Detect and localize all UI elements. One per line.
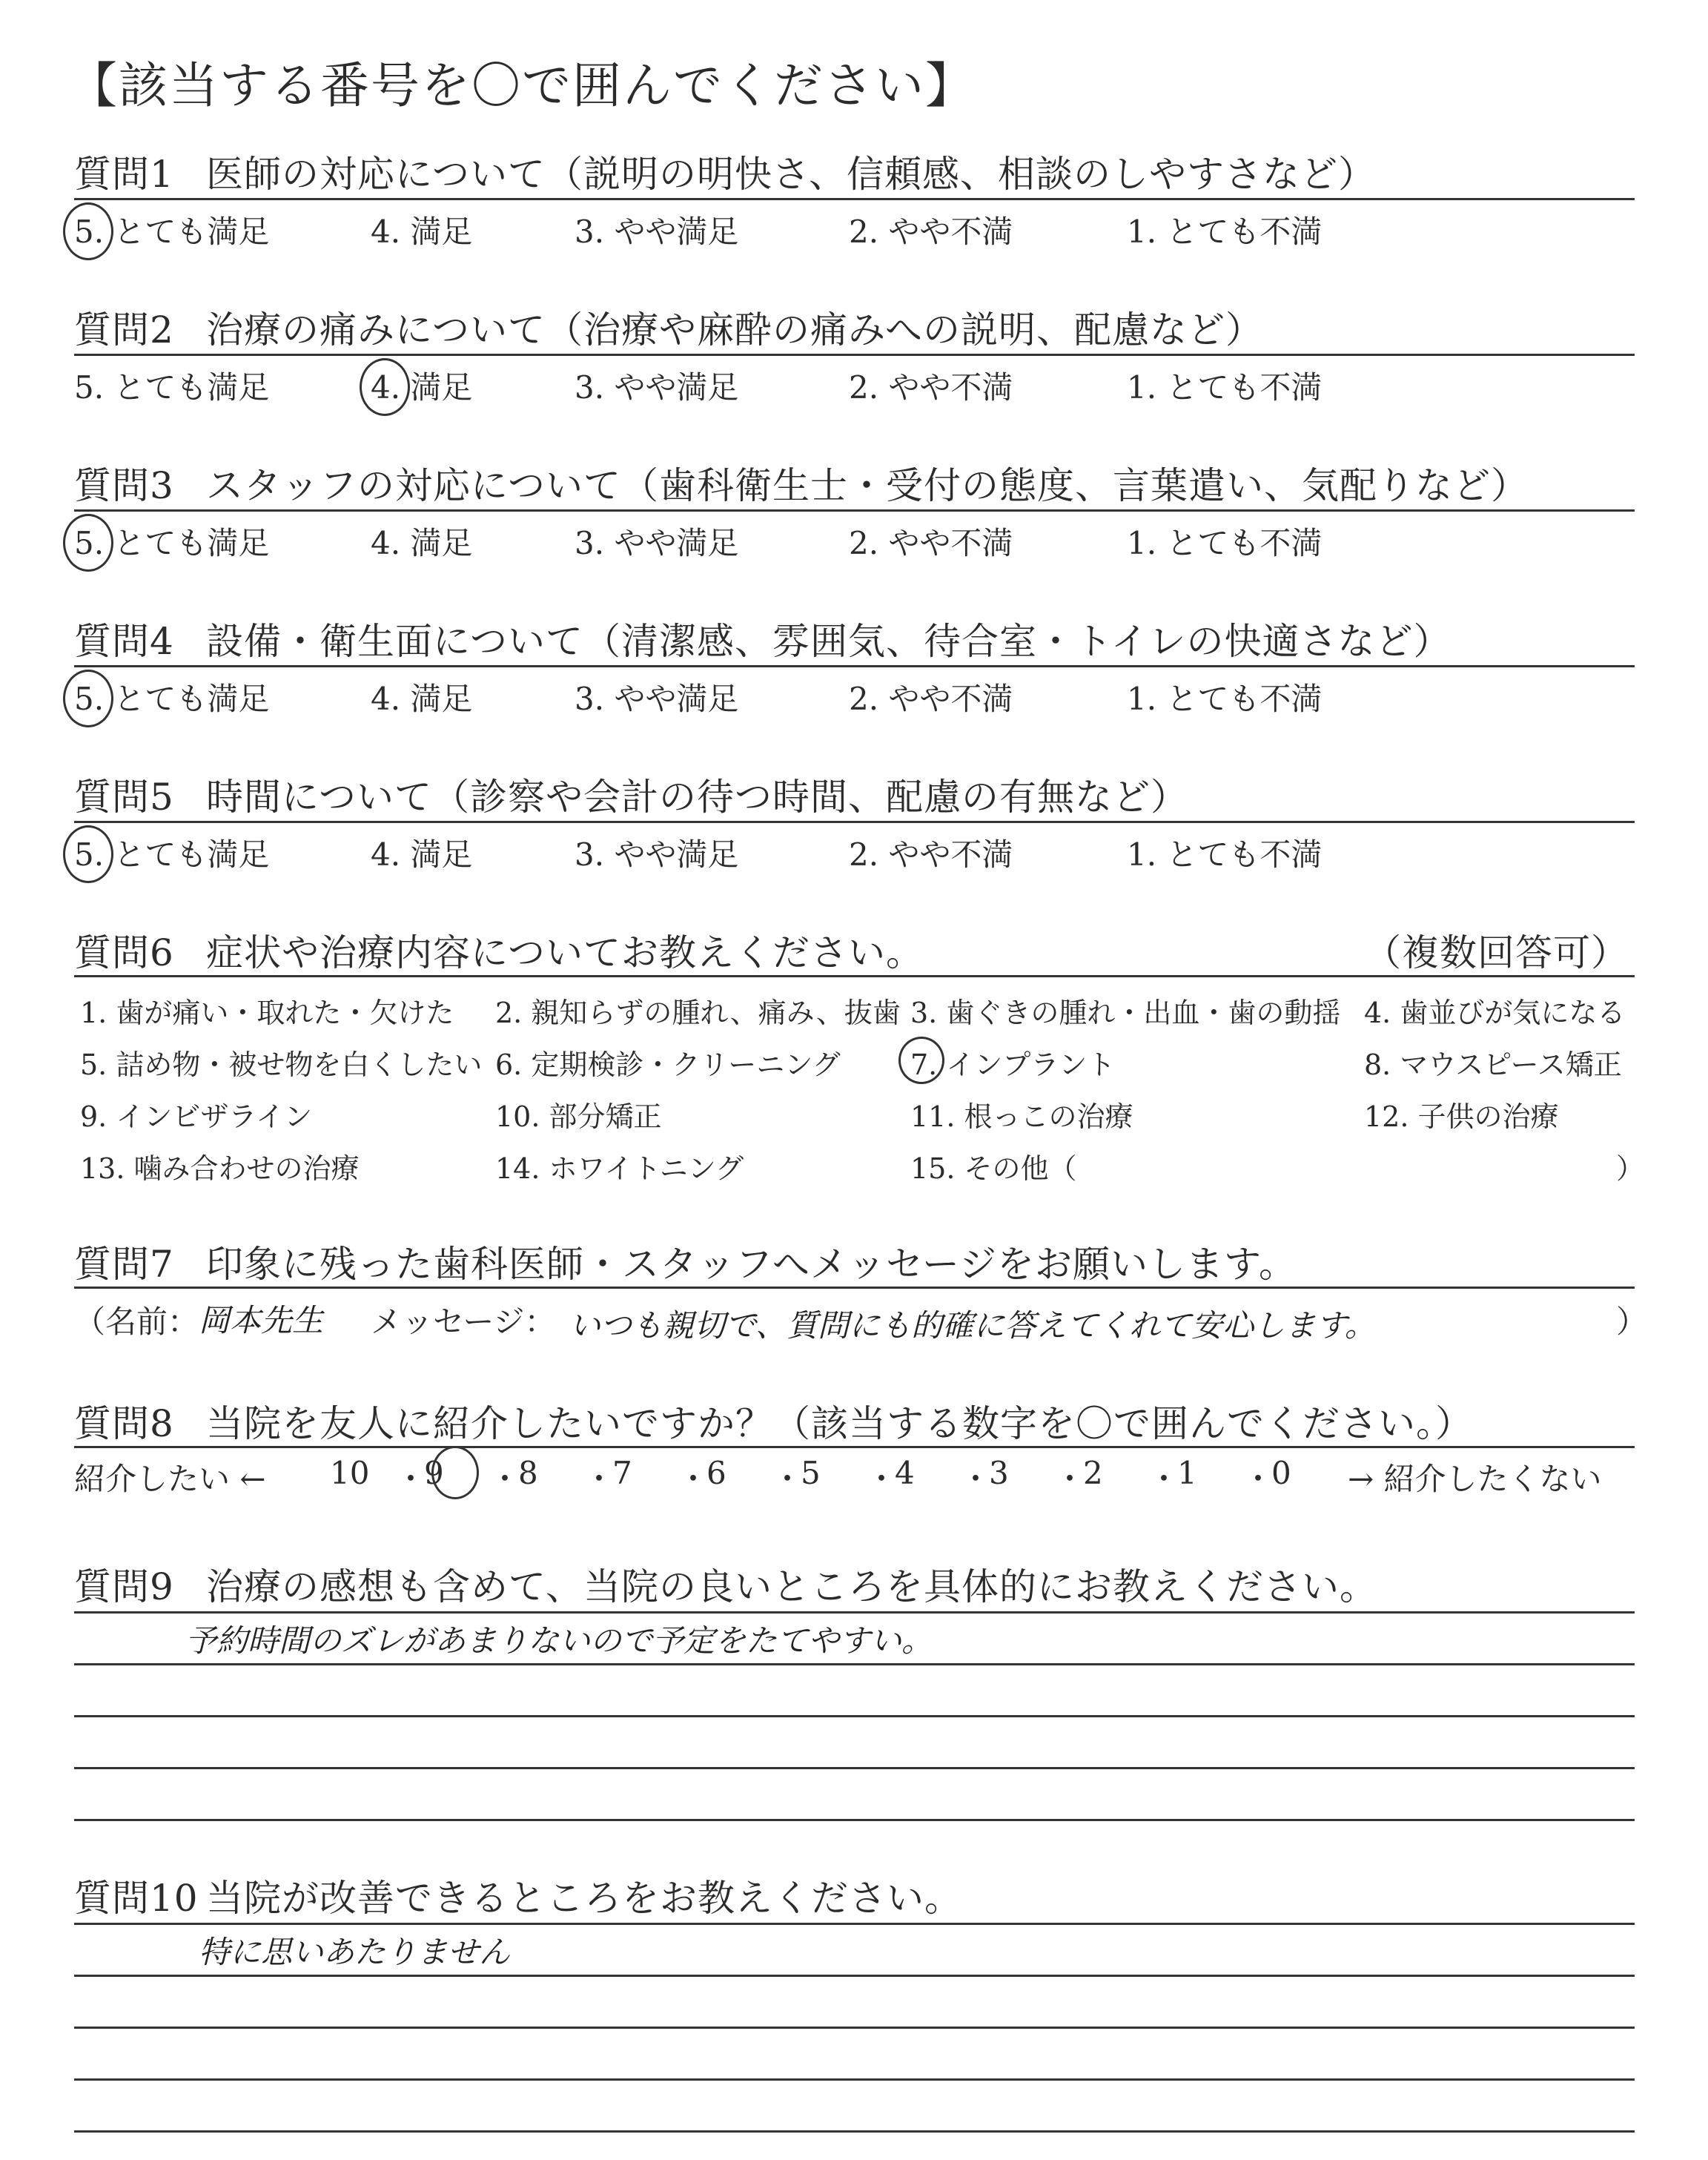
q2-option-4[interactable]: 4. 満足 bbox=[371, 369, 473, 406]
form-title: 【該当する番号を〇で囲んでください】 bbox=[68, 57, 976, 114]
q1-option-3[interactable]: 3. やや満足 bbox=[575, 214, 739, 250]
q8-scale-3[interactable]: 3 bbox=[989, 1455, 1009, 1491]
q7-message-label: メッセージ： bbox=[371, 1304, 556, 1340]
q8-separator-dot: ・ bbox=[395, 1461, 427, 1497]
q7-text: 印象に残った歯科医師・スタッフへメッセージをお願いします。 bbox=[206, 1243, 1297, 1286]
q1-rule bbox=[74, 198, 1635, 200]
q2-option-2[interactable]: 2. やや不満 bbox=[849, 369, 1013, 406]
q2-label: 質問2 bbox=[74, 308, 174, 351]
q6-item-13[interactable]: 13. 噛み合わせの治療 bbox=[80, 1152, 360, 1185]
q6-label: 質問6 bbox=[74, 931, 174, 974]
q3-option-3[interactable]: 3. やや満足 bbox=[575, 525, 739, 561]
q8-separator-dot: ・ bbox=[583, 1461, 615, 1497]
q6-item-11[interactable]: 11. 根っこの治療 bbox=[910, 1100, 1133, 1133]
q6-selected-circle bbox=[898, 1037, 944, 1084]
q8-separator-dot: ・ bbox=[678, 1461, 709, 1497]
q8-scale-1[interactable]: 1 bbox=[1177, 1455, 1197, 1491]
q5-selected-circle bbox=[63, 825, 113, 883]
q3-text: スタッフの対応について（歯科衛生士・受付の態度、言葉遣い、気配りなど） bbox=[206, 464, 1529, 507]
q5-text: 時間について（診察や会計の待つ時間、配慮の有無など） bbox=[206, 776, 1188, 819]
q9-rule-4 bbox=[74, 1767, 1635, 1769]
q4-label: 質問4 bbox=[74, 620, 174, 663]
q9-rule-2 bbox=[74, 1663, 1635, 1665]
q4-option-4[interactable]: 4. 満足 bbox=[371, 681, 473, 717]
q3-option-2[interactable]: 2. やや不満 bbox=[849, 525, 1013, 561]
q9-text: 治療の感想も含めて、当院の良いところを具体的にお教えください。 bbox=[206, 1565, 1377, 1608]
q6-item-14[interactable]: 14. ホワイトニング bbox=[495, 1152, 744, 1185]
q6-item-12[interactable]: 12. 子供の治療 bbox=[1364, 1100, 1559, 1133]
q7-label: 質問7 bbox=[74, 1243, 174, 1286]
q4-selected-circle bbox=[63, 670, 113, 727]
q2-selected-circle bbox=[360, 358, 410, 416]
q8-right-label: → 紹介したくない bbox=[1348, 1461, 1602, 1497]
q3-selected-circle bbox=[63, 514, 113, 572]
q6-note: （複数回答可） bbox=[1364, 931, 1629, 974]
q8-separator-dot: ・ bbox=[489, 1461, 521, 1497]
q4-option-3[interactable]: 3. やや満足 bbox=[575, 681, 739, 717]
q6-item-6[interactable]: 6. 定期検診・クリーニング bbox=[495, 1048, 841, 1081]
q6-item-5[interactable]: 5. 詰め物・被せ物を白くしたい bbox=[80, 1048, 483, 1081]
q10-rule-5 bbox=[74, 2130, 1635, 2133]
q4-rule bbox=[74, 665, 1635, 667]
q1-option-1[interactable]: 1. とても不満 bbox=[1127, 214, 1323, 250]
q2-rule bbox=[74, 354, 1635, 356]
q6-item-9[interactable]: 9. インビザライン bbox=[80, 1100, 313, 1133]
q8-scale-7[interactable]: 7 bbox=[612, 1455, 632, 1491]
q10-rule-3 bbox=[74, 2027, 1635, 2029]
q8-scale-4[interactable]: 4 bbox=[895, 1455, 915, 1491]
q8-scale-9[interactable]: 9 bbox=[424, 1455, 444, 1491]
q5-option-2[interactable]: 2. やや不満 bbox=[849, 836, 1013, 873]
q8-scale-2[interactable]: 2 bbox=[1083, 1455, 1103, 1491]
q2-option-1[interactable]: 1. とても不満 bbox=[1127, 369, 1323, 406]
q1-selected-circle bbox=[63, 202, 113, 260]
q3-option-4[interactable]: 4. 満足 bbox=[371, 525, 473, 561]
q4-option-2[interactable]: 2. やや不満 bbox=[849, 681, 1013, 717]
q8-scale-0[interactable]: 0 bbox=[1271, 1455, 1291, 1491]
q3-option-5[interactable]: 5. とても満足 bbox=[74, 525, 270, 561]
q5-option-1[interactable]: 1. とても不満 bbox=[1127, 836, 1323, 873]
q6-item-10[interactable]: 10. 部分矯正 bbox=[495, 1100, 662, 1133]
q6-item-3[interactable]: 3. 歯ぐきの腫れ・出血・歯の動揺 bbox=[910, 997, 1341, 1029]
q5-label: 質問5 bbox=[74, 776, 174, 819]
q4-option-1[interactable]: 1. とても不満 bbox=[1127, 681, 1323, 717]
q9-rule-3 bbox=[74, 1715, 1635, 1717]
q8-scale-10[interactable]: 10 bbox=[330, 1455, 370, 1491]
q6-item-1[interactable]: 1. 歯が痛い・取れた・欠けた bbox=[80, 997, 454, 1029]
q8-separator-dot: ・ bbox=[772, 1461, 804, 1497]
q6-item-2[interactable]: 2. 親知らずの腫れ、痛み、抜歯 bbox=[495, 997, 901, 1029]
q2-option-5[interactable]: 5. とても満足 bbox=[74, 369, 270, 406]
q8-scale-6[interactable]: 6 bbox=[706, 1455, 726, 1491]
q8-selected-circle bbox=[431, 1446, 479, 1499]
q6-item-7[interactable]: 7. インプラント bbox=[910, 1048, 1116, 1081]
q10-label: 質問10 bbox=[74, 1877, 199, 1920]
q8-separator-dot: ・ bbox=[866, 1461, 898, 1497]
q10-rule-4 bbox=[74, 2078, 1635, 2081]
q6-item-15[interactable]: 15. その他（ bbox=[910, 1152, 1077, 1185]
q7-rule bbox=[74, 1287, 1635, 1289]
q10-rule-1 bbox=[74, 1923, 1635, 1925]
q7-name-label: （名前： bbox=[74, 1304, 199, 1340]
q4-text: 設備・衛生面について（清潔感、雰囲気、待合室・トイレの快適さなど） bbox=[206, 620, 1452, 663]
q4-option-5[interactable]: 5. とても満足 bbox=[74, 681, 270, 717]
q5-rule bbox=[74, 821, 1635, 823]
q8-separator-dot: ・ bbox=[1242, 1461, 1274, 1497]
q1-option-5[interactable]: 5. とても満足 bbox=[74, 214, 270, 250]
q6-item-8[interactable]: 8. マウスピース矯正 bbox=[1364, 1048, 1622, 1081]
q8-text: 当院を友人に紹介したいですか？（該当する数字を〇で囲んでください。） bbox=[206, 1402, 1473, 1445]
q9-answer: 予約時間のズレがあまりないので予定をたてやすい。 bbox=[185, 1622, 933, 1659]
q10-text: 当院が改善できるところをお教えください。 bbox=[206, 1877, 962, 1920]
q8-separator-dot: ・ bbox=[1054, 1461, 1086, 1497]
q5-option-5[interactable]: 5. とても満足 bbox=[74, 836, 270, 873]
q8-label: 質問8 bbox=[74, 1402, 174, 1445]
q9-label: 質問9 bbox=[74, 1565, 174, 1608]
q9-rule-5 bbox=[74, 1819, 1635, 1821]
q8-separator-dot: ・ bbox=[960, 1461, 992, 1497]
q7-close-paren: ） bbox=[1616, 1304, 1648, 1340]
q1-label: 質問1 bbox=[74, 153, 174, 196]
q3-label: 質問3 bbox=[74, 464, 174, 507]
q6-text: 症状や治療内容についてお教えください。 bbox=[206, 931, 924, 974]
q1-option-2[interactable]: 2. やや不満 bbox=[849, 214, 1013, 250]
q8-left-label: 紹介したい ← bbox=[74, 1461, 266, 1497]
q6-item-4[interactable]: 4. 歯並びが気になる bbox=[1364, 997, 1626, 1029]
q6-other-close: ） bbox=[1616, 1152, 1645, 1185]
q3-rule bbox=[74, 509, 1635, 512]
q3-option-1[interactable]: 1. とても不満 bbox=[1127, 525, 1323, 561]
q8-scale-5[interactable]: 5 bbox=[801, 1455, 821, 1491]
q5-option-4[interactable]: 4. 満足 bbox=[371, 836, 473, 873]
q8-scale-8[interactable]: 8 bbox=[518, 1455, 538, 1491]
q5-option-3[interactable]: 3. やや満足 bbox=[575, 836, 739, 873]
q10-answer: 特に思いあたりません bbox=[199, 1934, 511, 1970]
q7-name-value: 岡本先生 bbox=[199, 1302, 324, 1338]
q1-option-4[interactable]: 4. 満足 bbox=[371, 214, 473, 250]
q2-option-3[interactable]: 3. やや満足 bbox=[575, 369, 739, 406]
q8-separator-dot: ・ bbox=[1148, 1461, 1180, 1497]
q1-text: 医師の対応について（説明の明快さ、信頼感、相談のしやすさなど） bbox=[206, 153, 1376, 196]
q2-text: 治療の痛みについて（治療や麻酔の痛みへの説明、配慮など） bbox=[206, 308, 1263, 351]
q8-rule bbox=[74, 1446, 1635, 1448]
q10-rule-2 bbox=[74, 1975, 1635, 1977]
q9-rule-1 bbox=[74, 1611, 1635, 1614]
q7-message-value: いつも親切で、質問にも的確に答えてくれて安心します。 bbox=[569, 1307, 1376, 1344]
q6-rule bbox=[74, 975, 1635, 977]
